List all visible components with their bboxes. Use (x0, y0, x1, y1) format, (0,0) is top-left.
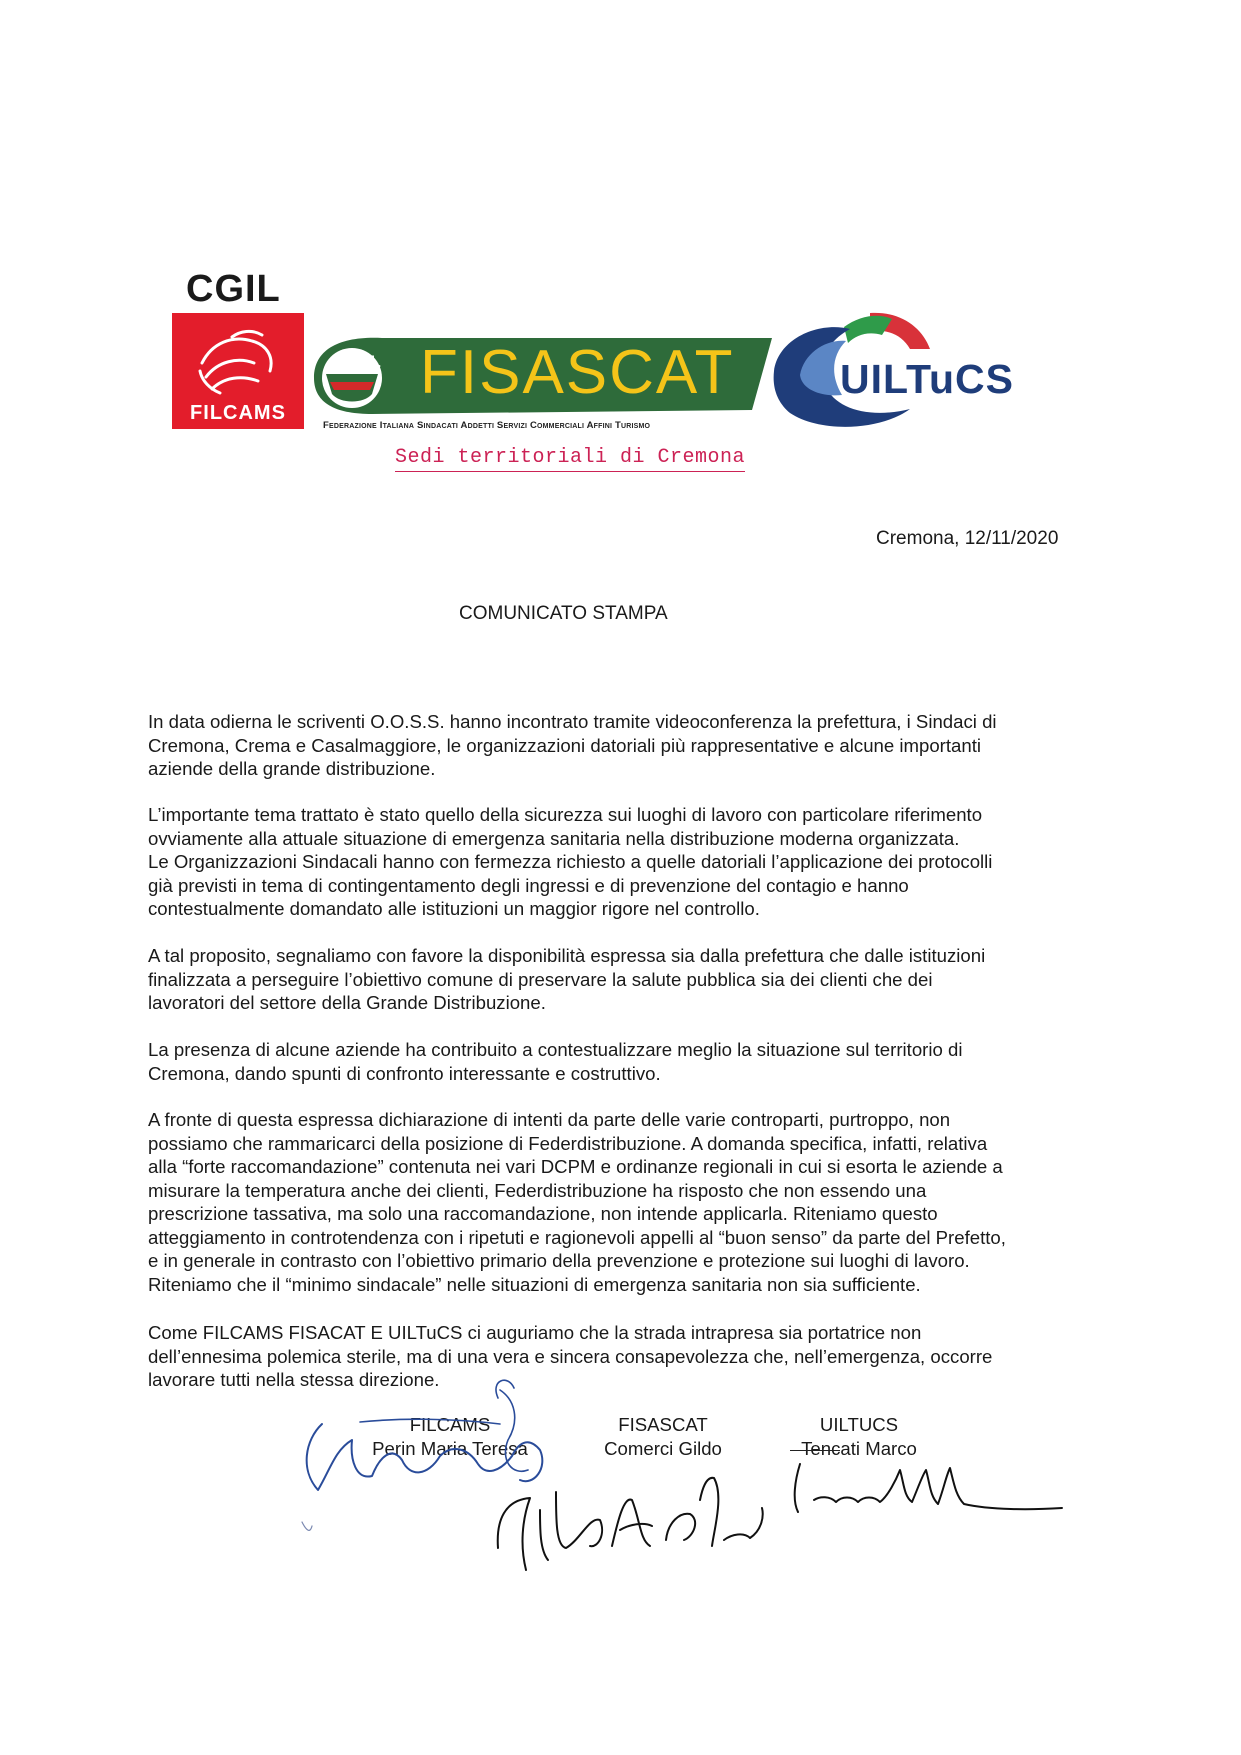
uiltucs-logo-text: UILTuCS (840, 356, 1015, 402)
text-line: già previsti in tema di contingentamento degli ingressi e di prevenzione del contagio e hanno (148, 874, 909, 896)
filcams-logo-label: FILCAMS (190, 402, 286, 424)
text-line: dell’ennesima polemica sterile, ma di una vera e sincera consapevolezza che, nell’emergenza, occorre (148, 1345, 993, 1367)
text-line: Cremona, Crema e Casalmaggiore, le organizzazioni datoriali più rappresentative e alcune importanti (148, 734, 982, 756)
cisl-logo-label: CISL (339, 352, 382, 371)
signature-org: UILTUCS (819, 1414, 899, 1435)
text-line: atteggiamento in controtendenza con i ripetuti e ragionevoli appelli al “buon senso” da parte del Prefetto, (148, 1226, 1006, 1248)
text-line: misurare la temperatura anche dei clienti, Federdistribuzione ha risposto che non essendo una (148, 1179, 927, 1201)
text-line: lavoratori del settore della Grande Distribuzione. (148, 992, 546, 1013)
text-line: A fronte di questa espressa dichiarazione di intenti da parte delle varie controparti, purtroppo, non (148, 1109, 951, 1130)
signature-org: FISASCAT (618, 1414, 708, 1435)
text-line: Come FILCAMS FISACAT E UILTuCS ci auguriamo che la strada intrapresa sia portatrice non (148, 1322, 922, 1343)
document-title: COMUNICATO STAMPA (459, 603, 668, 624)
text-line: ovviamente alla attuale situazione di emergenza sanitaria nella distribuzione moderna organizzata. (148, 827, 960, 849)
signature-name: Perin Maria Teresa (372, 1438, 528, 1459)
signature-name: Comerci Gildo (604, 1438, 722, 1459)
text-line: In data odierna le scriventi O.O.S.S. hanno incontrato tramite videoconferenza la prefettura, i Sindaci di (148, 711, 997, 732)
signature-black-scribble-uiltucs (795, 1464, 1062, 1512)
text-line: Cremona, dando spunti di confronto interessante e costruttivo. (148, 1062, 661, 1084)
text-line: aziende della grande distribuzione. (148, 758, 436, 779)
text-line: contestualmente domandato alle istituzioni un maggior rigore nel controllo. (148, 898, 760, 919)
text-line: lavorare tutti nella stessa direzione. (148, 1369, 440, 1390)
text-line: finalizzata a perseguire l’obiettivo comune di preservare la salute pubblica sia dei clienti che dei (148, 968, 933, 990)
text-line: Le Organizzazioni Sindacali hanno con fermezza richiesto a quelle datoriali l’applicazione dei protocolli (148, 851, 993, 872)
letterhead-subtitle: Sedi territoriali di Cremona (395, 446, 745, 472)
signature-name: Tencati Marco (801, 1438, 917, 1459)
signature-org: FILCAMS (409, 1414, 491, 1435)
text-line: Riteniamo che il “minimo sindacale” nelle situazioni di emergenza sanitaria non sia sufficiente. (148, 1273, 921, 1295)
signature-blue-scribble (307, 1424, 543, 1490)
text-line: e in generale in contrasto con l’obiettivo primario della prevenzione e protezione sui luoghi di lavoro. (148, 1250, 970, 1271)
date-line: Cremona, 12/11/2020 (876, 528, 1059, 549)
text-line: possiamo che rammaricarci della posizione di Federdistribuzione. A domanda specifica, infatti, relativa (148, 1132, 988, 1154)
text-line: La presenza di alcune aziende ha contribuito a contestualizzare meglio la situazione sul territorio di (148, 1039, 963, 1060)
text-line: A tal proposito, segnaliamo con favore la disponibilità espressa sia dalla prefettura che dalle istituzioni (148, 945, 986, 966)
signature-black-scribble-fisascat (498, 1478, 763, 1570)
cgil-logo-text: CGIL (186, 268, 281, 310)
text-line: L’importante tema trattato è stato quello della sicurezza sui luoghi di lavoro con particolare riferimento (148, 804, 983, 825)
text-line: prescrizione tassativa, ma solo una raccomandazione, non intende applicarla. Riteniamo questo (148, 1203, 938, 1224)
fisascat-subtitle: Federazione Italiana Sindacati Addetti Servizi Commerciali Affini Turismo (323, 420, 651, 431)
text-line: alla “forte raccomandazione” contenuta nei vari DCPM e ordinanze regionali in cui si esorta le aziende a (148, 1156, 1003, 1177)
fisascat-logo-text: FISASCAT (420, 338, 735, 407)
